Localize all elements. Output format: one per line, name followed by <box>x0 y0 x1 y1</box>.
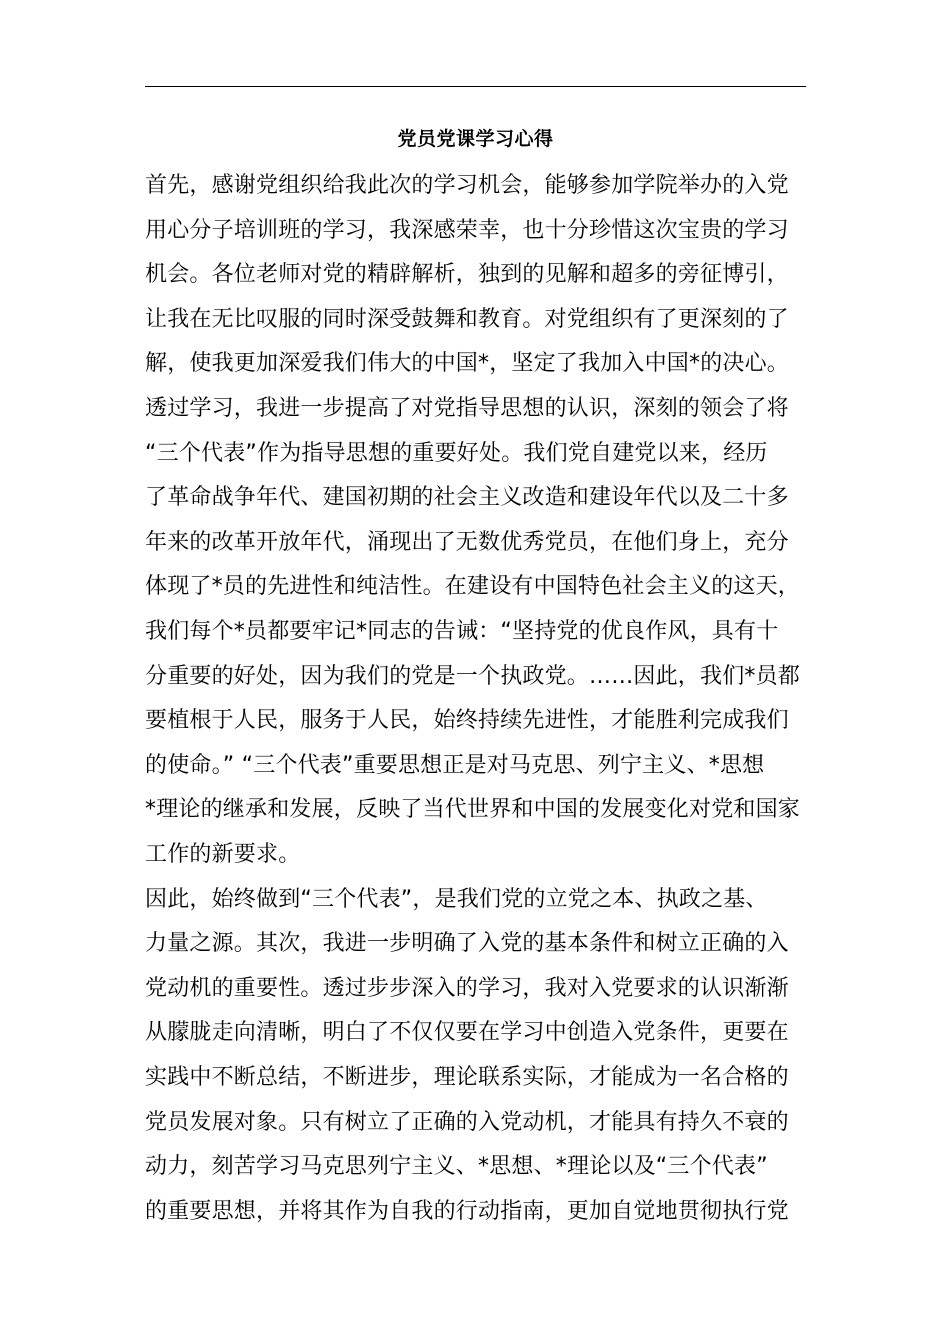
header-rule <box>145 86 806 87</box>
paragraph-line: 让我在无比叹服的同时深受鼓舞和教育。对党组织有了更深刻的了 <box>145 307 789 332</box>
page-title: 党员党课学习心得 <box>397 128 554 150</box>
paragraph-line: *理论的继承和发展，反映了当代世界和中国的发展变化对党和国家 <box>145 797 801 822</box>
paragraph-line: 从朦胧走向清晰，明白了不仅仅要在学习中创造入党条件，更要在 <box>145 1020 789 1045</box>
paragraph-line: 党员发展对象。只有树立了正确的入党动机，才能具有持久不衰的 <box>145 1110 789 1135</box>
paragraph-line: 因此，始终做到“三个代表”，是我们党的立党之本、执政之基、 <box>145 887 768 912</box>
paragraph-line: 机会。各位老师对党的精辟解析，独到的见解和超多的旁征博引， <box>145 262 789 287</box>
paragraph-line: “三个代表”作为指导思想的重要好处。我们党自建党以来，经历 <box>145 441 768 466</box>
paragraph-line: 党动机的重要性。透过步步深入的学习，我对入党要求的认识渐渐 <box>145 976 789 1001</box>
paragraph-line: 首先，感谢党组织给我此次的学习机会，能够参加学院举办的入党 <box>145 173 789 198</box>
paragraph-line: 的重要思想，并将其作为自我的行动指南，更加自觉地贯彻执行党 <box>145 1199 789 1224</box>
paragraph-line: 实践中不断总结，不断进步，理论联系实际，才能成为一名合格的 <box>145 1065 789 1090</box>
paragraph-line: 我们每个*员都要牢记*同志的告诫：“坚持党的优良作风，具有十 <box>145 619 779 644</box>
paragraph-line: 透过学习，我进一步提高了对党指导思想的认识，深刻的领会了将 <box>145 396 789 421</box>
paragraph-line: 解，使我更加深爱我们伟大的中国*，坚定了我加入中国*的决心。 <box>145 351 790 376</box>
paragraph-line: 的使命。” “三个代表”重要思想正是对马克思、列宁主义、*思想 <box>145 753 765 778</box>
paragraph-line: 工作的新要求。 <box>145 842 301 867</box>
paragraph-line: 年来的改革开放年代，涌现出了无数优秀党员，在他们身上，充分 <box>145 530 789 555</box>
paragraph-line: 用心分子培训班的学习，我深感荣幸，也十分珍惜这次宝贵的学习 <box>145 218 789 243</box>
paragraph-line: 要植根于人民，服务于人民，始终持续先进性，才能胜利完成我们 <box>145 708 789 733</box>
paragraph-line: 了革命战争年代、建国初期的社会主义改造和建设年代以及二十多 <box>145 485 789 510</box>
paragraph-line: 体现了*员的先进性和纯洁性。在建设有中国特色社会主义的这天， <box>145 574 801 599</box>
paragraph-line: 动力，刻苦学习马克思列宁主义、*思想、*理论以及“三个代表” <box>145 1154 768 1179</box>
paragraph-line: 分重要的好处，因为我们的党是一个执政党。……因此，我们*员都 <box>145 664 801 689</box>
paragraph-line: 力量之源。其次，我进一步明确了入党的基本条件和树立正确的入 <box>145 931 789 956</box>
